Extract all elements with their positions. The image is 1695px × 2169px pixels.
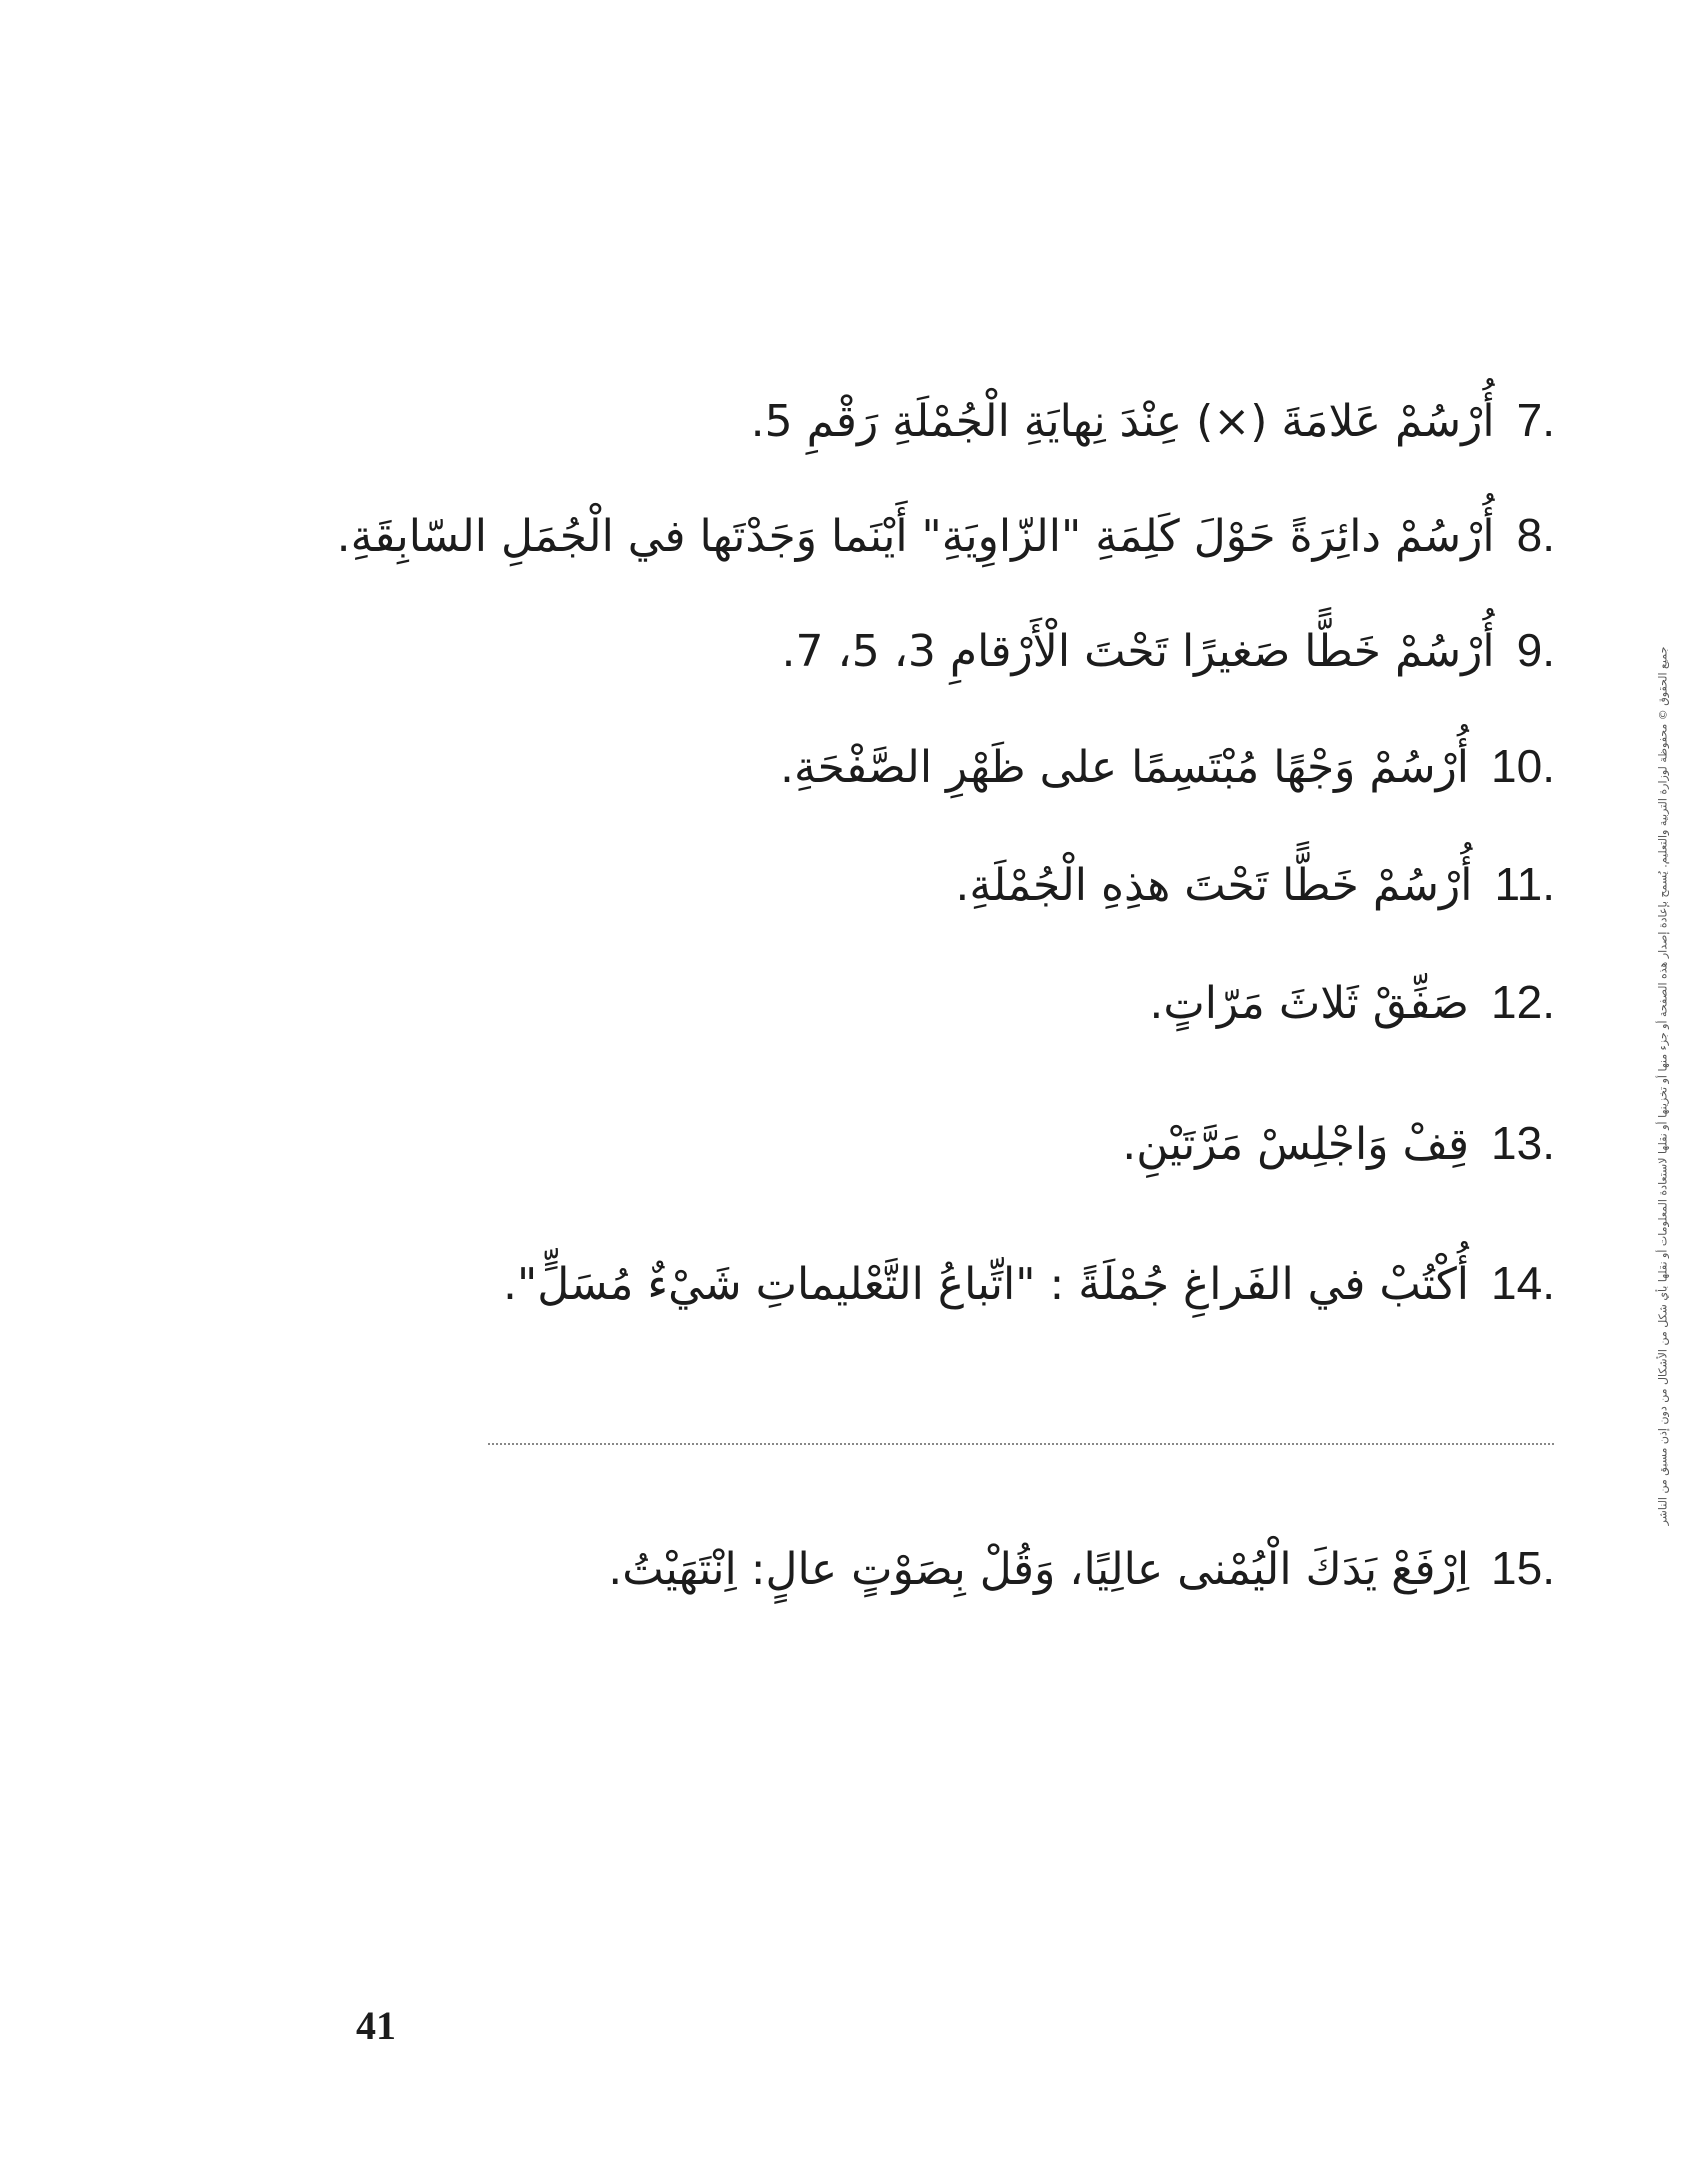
copyright-note: جميع الحقوق © محفوظة لوزارة التربية والتعليم. يُسمح بإعادة إصدار هذه الصفحة أو جزء منها أو تخزينها أو نقلها لاستعادة المعلومات أو نقلها بأي شكل من الأشكال من دون إذن مسبق من الناشر (1656, 646, 1670, 1526)
page-number: 41 (356, 2003, 396, 2048)
instruction-item-9 (782, 610, 1555, 690)
instruction-item-12 (1149, 962, 1555, 1042)
item-number: 11. (1494, 858, 1555, 910)
item-number: 12. (1491, 976, 1555, 1028)
item-number: 8. (1516, 509, 1555, 561)
instruction-item-7 (751, 380, 1555, 460)
item-number: 9. (1516, 624, 1555, 676)
item-number: 14. (1491, 1257, 1555, 1309)
instruction-item-11 (955, 844, 1555, 924)
instruction-item-14 (503, 1243, 1555, 1323)
item-text: أُرْسُمْ وَجْهًا مُبْتَسِمًا على ظَهْرِ الصَّفْحَةِ. (780, 742, 1470, 793)
item-text: أُرْسُمْ خَطًّا تَحْتَ هذِهِ الْجُمْلَةِ. (955, 860, 1473, 911)
dotted-divider (488, 1443, 1554, 1445)
item-text: صَفِّقْ ثَلاثَ مَرّاتٍ. (1149, 978, 1470, 1029)
instruction-item-15 (608, 1528, 1555, 1608)
item-text: أُرْسُمْ دائِرَةً حَوْلَ كَلِمَةِ "الزّاوِيَةِ" أَيْنَما وَجَدْتَها في الْجُمَلِ السّابِقَةِ. (336, 511, 1495, 562)
instruction-item-13 (1122, 1103, 1555, 1183)
item-text: أُرْسُمْ عَلامَةَ (×) عِنْدَ نِهايَةِ الْجُمْلَةِ رَقْمِ 5. (750, 396, 1495, 447)
item-text: اِرْفَعْ يَدَكَ الْيُمْنى عالِيًا، وَقُلْ بِصَوْتٍ عالٍ: اِنْتَهَيْتُ. (608, 1544, 1470, 1595)
item-number: 15. (1491, 1542, 1555, 1594)
item-text: أُكْتُبْ في الفَراغِ جُمْلَةً : "اتِّباعُ التَّعْليماتِ شَيْءٌ مُسَلٍّ". (503, 1259, 1470, 1310)
item-text: أُرْسُمْ خَطًّا صَغيرًا تَحْتَ الْأَرْقامِ 3، 5، 7. (781, 626, 1495, 677)
item-number: 10. (1491, 740, 1555, 792)
item-text: قِفْ وَاجْلِسْ مَرَّتَيْنِ. (1122, 1119, 1470, 1170)
instruction-item-8 (337, 495, 1555, 575)
item-number: 13. (1491, 1117, 1555, 1169)
item-number: 7. (1516, 394, 1555, 446)
instruction-item-10 (780, 726, 1555, 806)
